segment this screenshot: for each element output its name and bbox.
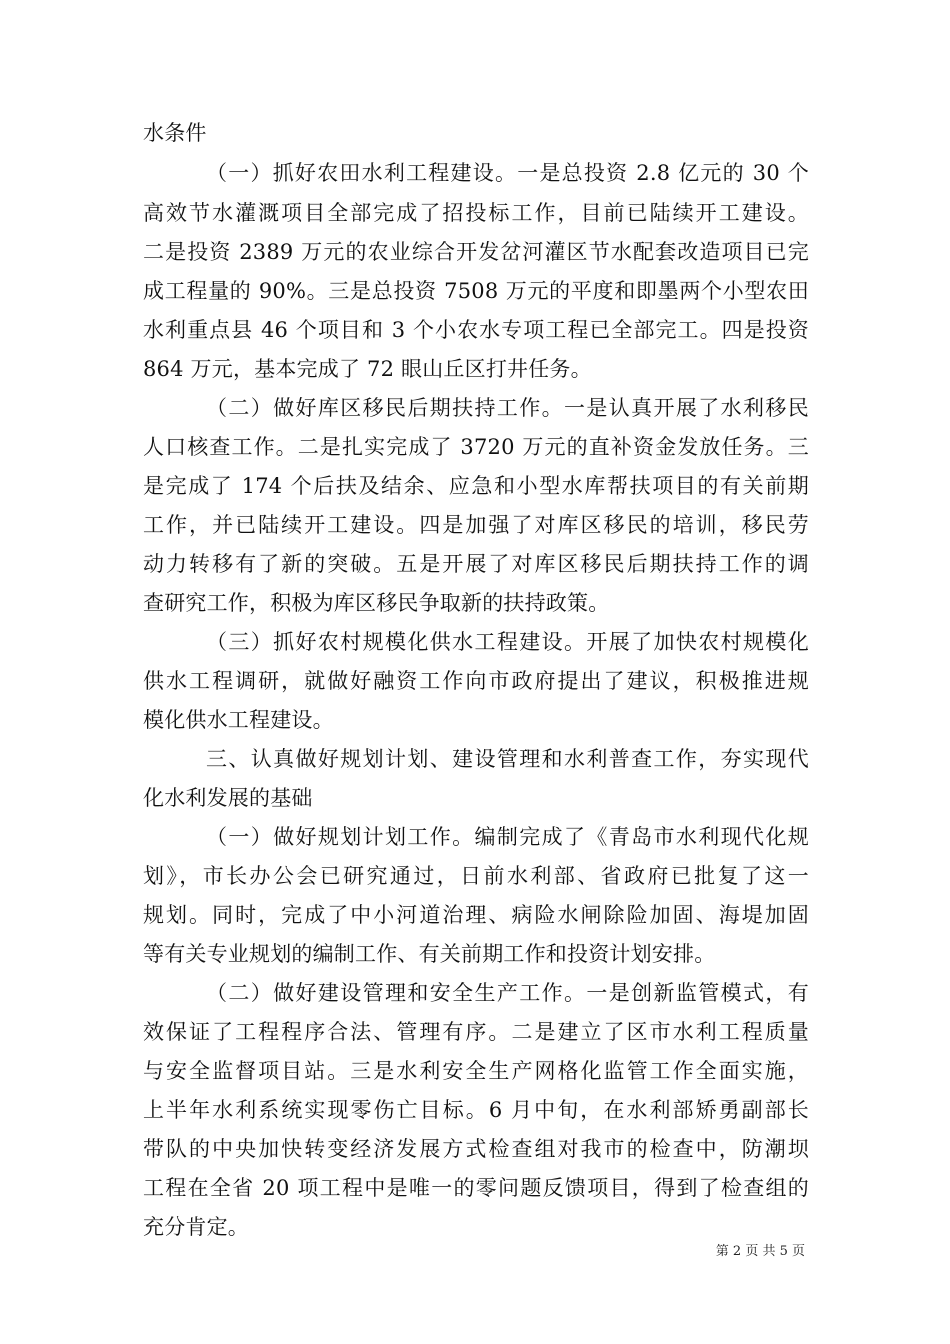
text-line: 二是投资 2389 万元的农业综合开发岔河灌区节水配套改造项目已完 [143, 240, 809, 264]
text-line: 划》，市长办公会已研究通过，日前水利部、省政府已批复了这一 [143, 864, 809, 888]
text-line: 工程在全省 20 项工程中是唯一的零问题反馈项目，得到了检查组的 [143, 1176, 809, 1200]
text-line: 水利重点县 46 个项目和 3 个小农水专项工程已全部完工。四是投资 [143, 318, 809, 342]
paragraph-start-line: （二）做好建设管理和安全生产工作。一是创新监管模式，有 [206, 981, 809, 1005]
text-line: 高效节水灌溉项目全部完成了招投标工作，目前已陆续开工建设。 [143, 201, 809, 225]
text-line: 与安全监督项目站。三是水利安全生产网格化监管工作全面实施， [143, 1059, 809, 1083]
text-line: 864 万元，基本完成了 72 眼山丘区打井任务。 [143, 357, 592, 381]
page-number-footer: 第 2 页 共 5 页 [715, 1244, 805, 1259]
text-line: 是完成了 174 个后扶及结余、应急和小型水库帮扶项目的有关前期 [143, 474, 809, 498]
paragraph-start-line: （一）做好规划计划工作。编制完成了《青岛市水利现代化规 [206, 825, 809, 849]
paragraph-start-line: （一）抓好农田水利工程建设。一是总投资 2.8 亿元的 30 个 [206, 161, 809, 185]
section-heading-line: 化水利发展的基础 [143, 786, 313, 810]
text-line: 水条件 [143, 121, 207, 145]
text-line: 成工程量的 90%。三是总投资 7508 万元的平度和即墨两个小型农田 [143, 279, 809, 303]
text-line: 模化供水工程建设。 [143, 708, 334, 732]
section-heading-line: 三、认真做好规划计划、建设管理和水利普查工作，夯实现代 [206, 747, 809, 771]
text-line: 人口核查工作。二是扎实完成了 3720 万元的直补资金发放任务。三 [143, 435, 809, 459]
paragraph-start-line: （二）做好库区移民后期扶持工作。一是认真开展了水利移民 [206, 396, 809, 420]
text-line: 充分肯定。 [143, 1215, 249, 1239]
text-line: 效保证了工程程序合法、管理有序。二是建立了区市水利工程质量 [143, 1020, 809, 1044]
text-line: 工作，并已陆续开工建设。四是加强了对库区移民的培训，移民劳 [143, 513, 809, 537]
text-line: 查研究工作，积极为库区移民争取新的扶持政策。 [143, 591, 610, 615]
text-line: 带队的中央加快转变经济发展方式检查组对我市的检查中，防潮坝 [143, 1137, 809, 1161]
text-line: 上半年水利系统实现零伤亡目标。6 月中旬，在水利部矫勇副部长 [143, 1098, 809, 1122]
text-line: 供水工程调研，就做好融资工作向市政府提出了建议，积极推进规 [143, 669, 809, 693]
paragraph-start-line: （三）抓好农村规模化供水工程建设。开展了加快农村规模化 [206, 630, 809, 654]
text-line: 动力转移有了新的突破。五是开展了对库区移民后期扶持工作的调 [143, 552, 809, 576]
text-line: 等有关专业规划的编制工作、有关前期工作和投资计划安排。 [143, 942, 716, 966]
text-line: 规划。同时，完成了中小河道治理、病险水闸除险加固、海堤加固 [143, 903, 809, 927]
